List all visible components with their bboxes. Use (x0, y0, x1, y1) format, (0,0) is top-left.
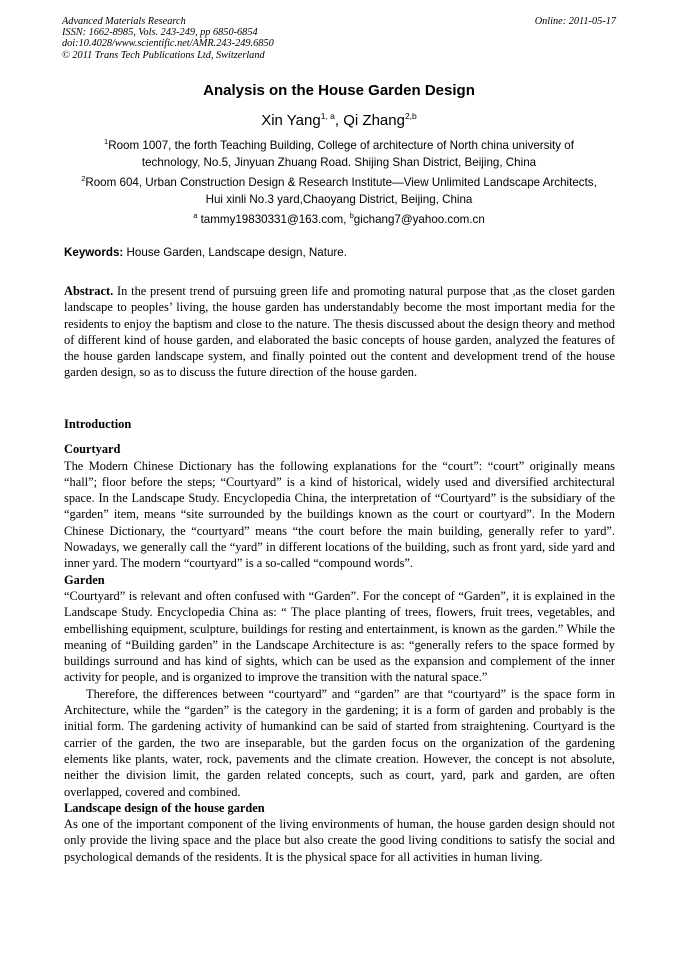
journal-name: Advanced Materials Research (62, 16, 186, 27)
email-line (0, 212, 678, 229)
affiliation-2-line-2: Hui xinli No.3 yard,Chaoyang District, Beijing, China (205, 192, 473, 206)
landscape-heading: Landscape design of the house garden (64, 800, 265, 815)
email-b-superscript: b (349, 211, 354, 220)
landscape-paragraph: As one of the important component of the living environments of human, the house garden design should not only provide the living space and the place but also create the good living conditions to satisfy the social and psychological demands of the residents. It is the physical space for all activities in human living. (64, 817, 615, 864)
affiliation-1-superscript: 1 (104, 137, 109, 146)
author-2: Qi Zhang (343, 112, 405, 129)
author-line (0, 112, 678, 129)
online-date: Online: 2011-05-17 (534, 16, 616, 27)
introduction-heading: Introduction (64, 417, 132, 431)
journal-doi: doi:10.4028/www.scientific.net/AMR.243-249.6850 (62, 38, 274, 50)
garden-paragraph-2: Therefore, the differences between “courtyard” and “garden” are that “courtyard” is the space form in Architecture, while the “garden” is the category in the gardening; it is a form of garden and probably is the initial form. The gardening activity of humankind can be said of started from straightening. Courtyard is the carrier of the garden, the two are inseparable, but the garden focus on the organization of the gardening elements like plants, water, rock, pavements and the climate creation. However, the concept is not absolute, neither the division limit, the garden related concepts, such as court, yard, park and garden, are often overlapped, covered and combined. (64, 686, 615, 799)
keywords-text: House Garden, Landscape design, Nature. (123, 246, 347, 259)
affiliation-2 (0, 175, 678, 208)
author-separator: , (334, 112, 344, 129)
author-2-superscript: 2,b (404, 111, 417, 121)
courtyard-paragraph: The Modern Chinese Dictionary has the following explanations for the “court”: “court” originally means “hall”; floor before the steps; “Courtyard” is a kind of historical, widely used and diversified architectural space. In the Landscape Study. Encyclopedia China, the interpretation of “Courtyard” is the subsidiary of the “garden” item, means “site surrounded by the buildings known as the court or courtyard”. In the Modern Chinese Dictionary, the “courtyard” means “the court before the main building, generally refer to yard”. Nowadays, we generally call the “yard” in different locations of the building, such as front yard, side yard and inner yard. The modern “courtyard” is a so-called “compound words”. (64, 458, 615, 571)
keywords-label: Keywords: (64, 246, 124, 259)
email-a-superscript: a (193, 211, 198, 220)
affiliation-1-line-1: Room 1007, the forth Teaching Building, College of architecture of North china university of (108, 139, 574, 152)
journal-issn: ISSN: 1662-8985, Vols. 243-249, pp 6850-6854 (62, 27, 258, 39)
keywords (64, 246, 347, 259)
garden-paragraph-1: “Courtyard” is relevant and often confused with “Garden”. For the concept of “Garden”, it is explained in the Landscape Study. Encyclopedia China as: “ The place planting of trees, flowers, fruit trees, vegetables, and embellishing equipment, sculpture, buildings for resting and entertainment, is known as the garden.” While the meaning of “Building garden” in the Landscape Architecture is as: “generally refers to the space formed by buildings surround and has kind of sights, which can be used as the expansion and complement of the inner activity for people, and is organized to improve the transition with the natural space.” (64, 588, 615, 685)
author-1: Xin Yang (261, 112, 321, 129)
garden-heading: Garden (64, 572, 105, 587)
abstract-text: In the present trend of pursuing green life and promoting natural purpose that ,as the closet garden landscape to peoples’ living, the house garden has understandably become the most important media for the residents to enjoy the baptism and close to the nature. The thesis discussed about the design theory and method of different kind of house garden, and elaborated the basic concepts of house garden, analyzed the features of the house garden landscape system, and finally pointed out the content and development trend of the house garden design, so as to discuss the future direction of the house garden. (64, 284, 615, 380)
affiliation-1-line-2: technology, No.5, Jinyuan Zhuang Road. Shijing Shan District, Beijing, China (141, 155, 537, 169)
affiliation-2-superscript: 2 (81, 174, 86, 183)
paper-title: Analysis on the House Garden Design (203, 82, 475, 99)
email-b: gichang7@yahoo.com.cn (353, 213, 485, 226)
author-1-superscript: 1, a (320, 111, 335, 121)
abstract-label: Abstract. (64, 284, 114, 298)
affiliation-2-line-1: Room 604, Urban Construction Design & Research Institute—View Unlimited Landscape Architects, (85, 176, 597, 189)
abstract (64, 283, 615, 381)
courtyard-heading: Courtyard (64, 442, 121, 457)
main-body (64, 416, 615, 865)
journal-header (62, 16, 616, 61)
journal-copyright: © 2011 Trans Tech Publications Ltd, Switzerland (62, 49, 265, 61)
affiliation-1 (0, 138, 678, 171)
email-a: tammy19830331@163.com, (197, 213, 350, 226)
